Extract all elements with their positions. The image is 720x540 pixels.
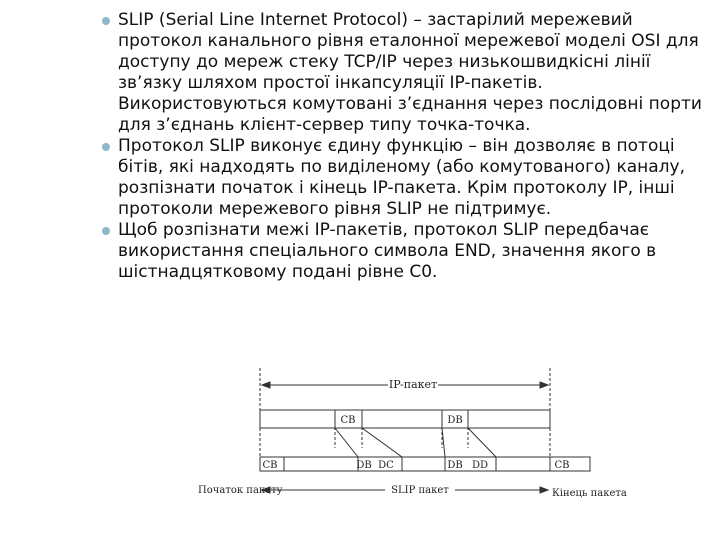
ip-packet-label: IP-пакет xyxy=(388,378,438,391)
slip-packet-label: SLIP пакет xyxy=(391,485,449,496)
top-db-label: DB xyxy=(447,415,463,426)
bullet-text: SLIP (Serial Line Internet Protocol) – застарілий мережевий протокол канального рівня еталонної мережевої моделі OSI для доступу до мереж стеку TCP/IP через низькошвидкісні лінії зв’язку шляхом простої інкапсуляції IP-пакетів. Використовуються комутовані з’єднання через послідовні порти для з’єднань клієнт-сервер типу точка-точка. xyxy=(118,10,702,135)
top-cb-label: CB xyxy=(340,415,356,426)
bottom-db-1: DB xyxy=(356,460,372,471)
packet-end-label: Кінець пакета xyxy=(552,488,627,499)
bullet-item xyxy=(0,10,720,136)
bullet-icon xyxy=(102,17,110,25)
bullet-list xyxy=(0,10,720,283)
bullet-text: Протокол SLIP виконує єдину функцію – він дозволяє в потоці бітів, які надходять по виділеному (або комутованого) каналу, розпізнати початок і кінець IP-пакета. Крім протоколу IP, інші протоколи мережевого рівня SLIP не підтримує. xyxy=(118,136,685,219)
bullet-text: Щоб розпізнати межі IP-пакетів, протокол SLIP передбачає використання спеціального символа END, значення якого в шістнадцятковому подані рівне C0. xyxy=(118,220,657,282)
bottom-cb-end: CB xyxy=(554,460,570,471)
bullet-icon xyxy=(102,143,110,151)
bottom-dd: DD xyxy=(471,460,489,471)
bottom-cb-start: CB xyxy=(262,460,278,471)
bullet-icon xyxy=(102,227,110,235)
bottom-dc: DC xyxy=(378,460,394,471)
packet-start-label: Початок пакету xyxy=(198,485,283,496)
bullet-item xyxy=(0,136,720,220)
slip-frame-box xyxy=(260,457,590,471)
bullet-item xyxy=(0,220,720,283)
bottom-db-2: DB xyxy=(447,460,463,471)
ip-packet-box xyxy=(260,410,550,428)
slip-frame-diagram xyxy=(190,360,627,505)
